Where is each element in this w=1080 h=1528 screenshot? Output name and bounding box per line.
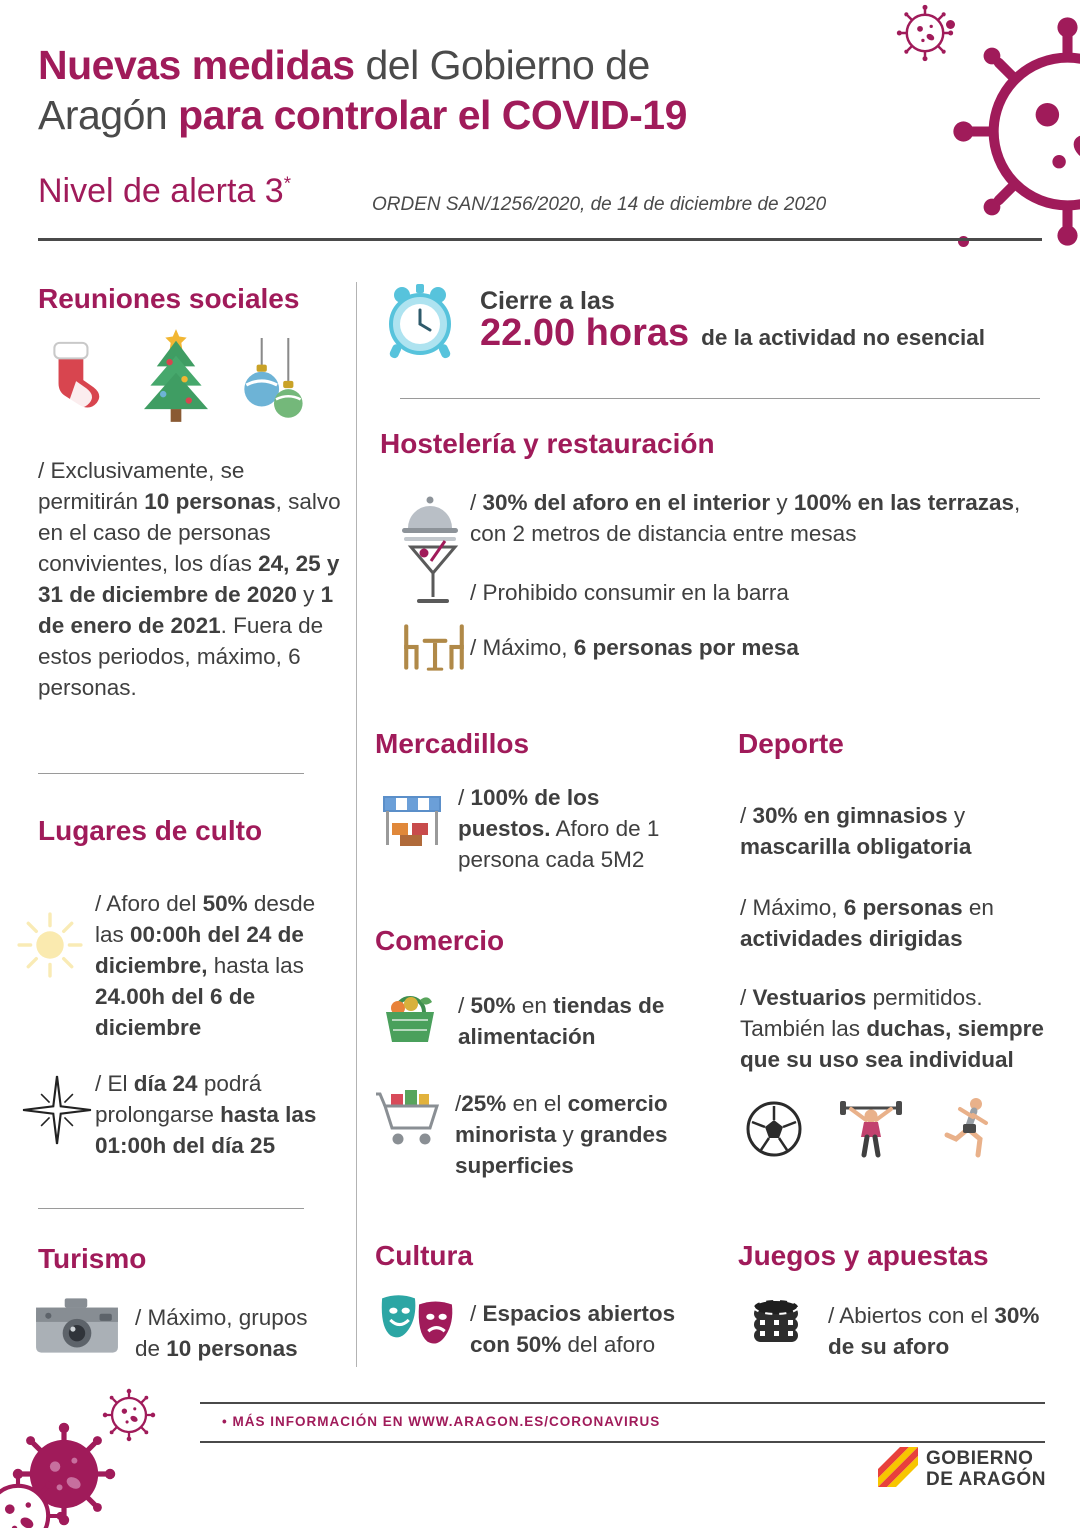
page-title bbox=[38, 40, 918, 140]
deporte-item-2: / Máximo, 6 personas en actividades dirigidas bbox=[740, 895, 994, 952]
cocktail-glass-icon bbox=[405, 538, 461, 610]
footer-info-label: • MÁS INFORMACIÓN EN bbox=[222, 1414, 409, 1429]
header-rule bbox=[38, 238, 1042, 241]
christmas-ornaments-icon bbox=[238, 338, 312, 430]
section-title-turismo: Turismo bbox=[38, 1243, 147, 1274]
christmas-stocking-icon bbox=[42, 335, 104, 419]
section-title-mercadillos: Mercadillos bbox=[375, 728, 530, 759]
aragon-flag-icon bbox=[878, 1447, 918, 1487]
runner-icon bbox=[940, 1094, 1000, 1160]
section-title-hosteleria: Hostelería y restauración bbox=[380, 428, 715, 459]
order-reference: ORDEN SAN/1256/2020, de 14 de diciembre de 2020 bbox=[372, 194, 827, 215]
poker-chips-icon bbox=[748, 1292, 804, 1350]
soccer-ball-icon bbox=[745, 1100, 803, 1158]
divider bbox=[38, 773, 304, 774]
comercio-item-2: /25% en el comercio minorista y grandes superficies bbox=[455, 1091, 668, 1179]
cultura-item-1: / Espacios abiertos con 50% del aforo bbox=[470, 1301, 676, 1358]
info-url-link[interactable]: WWW.ARAGON.ES/CORONAVIRUS bbox=[408, 1414, 661, 1429]
grocery-basket-icon bbox=[378, 985, 442, 1047]
deporte-item-3: / Vestuarios permitidos. También las duchas, siempre que su uso sea individual bbox=[740, 985, 1044, 1073]
section-title-juegos: Juegos y apuestas bbox=[738, 1240, 989, 1271]
divider bbox=[400, 398, 1040, 399]
decor-dot bbox=[946, 20, 955, 29]
reuniones-body: / Exclusivamente, se permitirán 10 personas, salvo en el caso de personas convivientes, los días 24, 25 y 31 de diciembre de 2020 y 1 de enero de 2021. Fuera de estos periodos, máximo, 6 personas. bbox=[38, 458, 341, 701]
star-icon bbox=[22, 1075, 92, 1145]
camera-icon bbox=[34, 1295, 120, 1357]
hosteleria-item-2: / Prohibido consumir en la barra bbox=[470, 580, 789, 605]
virus-icon bbox=[0, 1468, 66, 1528]
culto-item-1: / Aforo del 50% desde las 00:00h del 24 de diciembre, hasta las 24.00h del 6 de diciembre bbox=[95, 891, 316, 1041]
section-title-cultura: Cultura bbox=[375, 1240, 473, 1271]
comercio-item-1: / 50% en tiendas de alimentación bbox=[458, 993, 665, 1050]
turismo-item-1: / Máximo, grupos de 10 personas bbox=[135, 1305, 308, 1362]
cierre-suffix: de la actividad no esencial bbox=[701, 325, 986, 350]
alert-level: Nivel de alerta 3* bbox=[38, 172, 291, 210]
virus-icon bbox=[950, 14, 1080, 249]
serving-dish-icon bbox=[398, 492, 462, 544]
hosteleria-item-3: / Máximo, 6 personas por mesa bbox=[470, 635, 799, 660]
weightlifter-icon bbox=[838, 1094, 904, 1160]
cierre-line bbox=[480, 312, 985, 355]
deporte-item-1: / 30% en gimnasios y mascarilla obligatoria bbox=[740, 803, 972, 860]
alarm-clock-icon bbox=[380, 282, 460, 362]
section-title-reuniones: Reuniones sociales bbox=[38, 283, 300, 314]
cierre-prefix: Cierre a las bbox=[480, 287, 615, 315]
culto-item-2: / El día 24 podrá prolongarse hasta las 01:00h del día 25 bbox=[95, 1071, 317, 1159]
table-and-chairs-icon bbox=[398, 620, 470, 674]
theater-masks-icon bbox=[378, 1292, 456, 1354]
column-divider bbox=[356, 282, 357, 1367]
shopping-cart-icon bbox=[375, 1085, 445, 1151]
government-logo-line2: DE ARAGÓN bbox=[926, 1468, 1046, 1490]
government-logo bbox=[926, 1449, 1046, 1490]
footer-rule-bottom bbox=[200, 1441, 1045, 1443]
juegos-item-1: / Abiertos con el 30% de su aforo bbox=[828, 1303, 1040, 1360]
cierre-time: 22.00 horas bbox=[480, 312, 690, 354]
page-title-line1: Nuevas medidas del Gobierno de bbox=[38, 42, 650, 88]
section-title-comercio: Comercio bbox=[375, 925, 505, 956]
section-title-culto: Lugares de culto bbox=[38, 815, 263, 846]
divider bbox=[38, 1208, 304, 1209]
page-title-line2: Aragón para controlar el COVID-19 bbox=[38, 92, 687, 139]
government-logo-line1: GOBIERNO bbox=[926, 1448, 1034, 1469]
footer-rule-top bbox=[200, 1402, 1045, 1404]
mercadillos-item-1: / 100% de los puestos. Aforo de 1 persona cada 5M2 bbox=[458, 785, 660, 873]
market-stall-icon bbox=[380, 790, 444, 852]
hosteleria-item-1: / 30% del aforo en el interior y 100% en las terrazas, con 2 metros de distancia entre mesas bbox=[470, 490, 1021, 547]
footer-info bbox=[222, 1414, 660, 1429]
section-title-deporte: Deporte bbox=[738, 728, 844, 759]
christmas-tree-icon bbox=[128, 328, 224, 424]
sun-icon bbox=[10, 905, 90, 985]
